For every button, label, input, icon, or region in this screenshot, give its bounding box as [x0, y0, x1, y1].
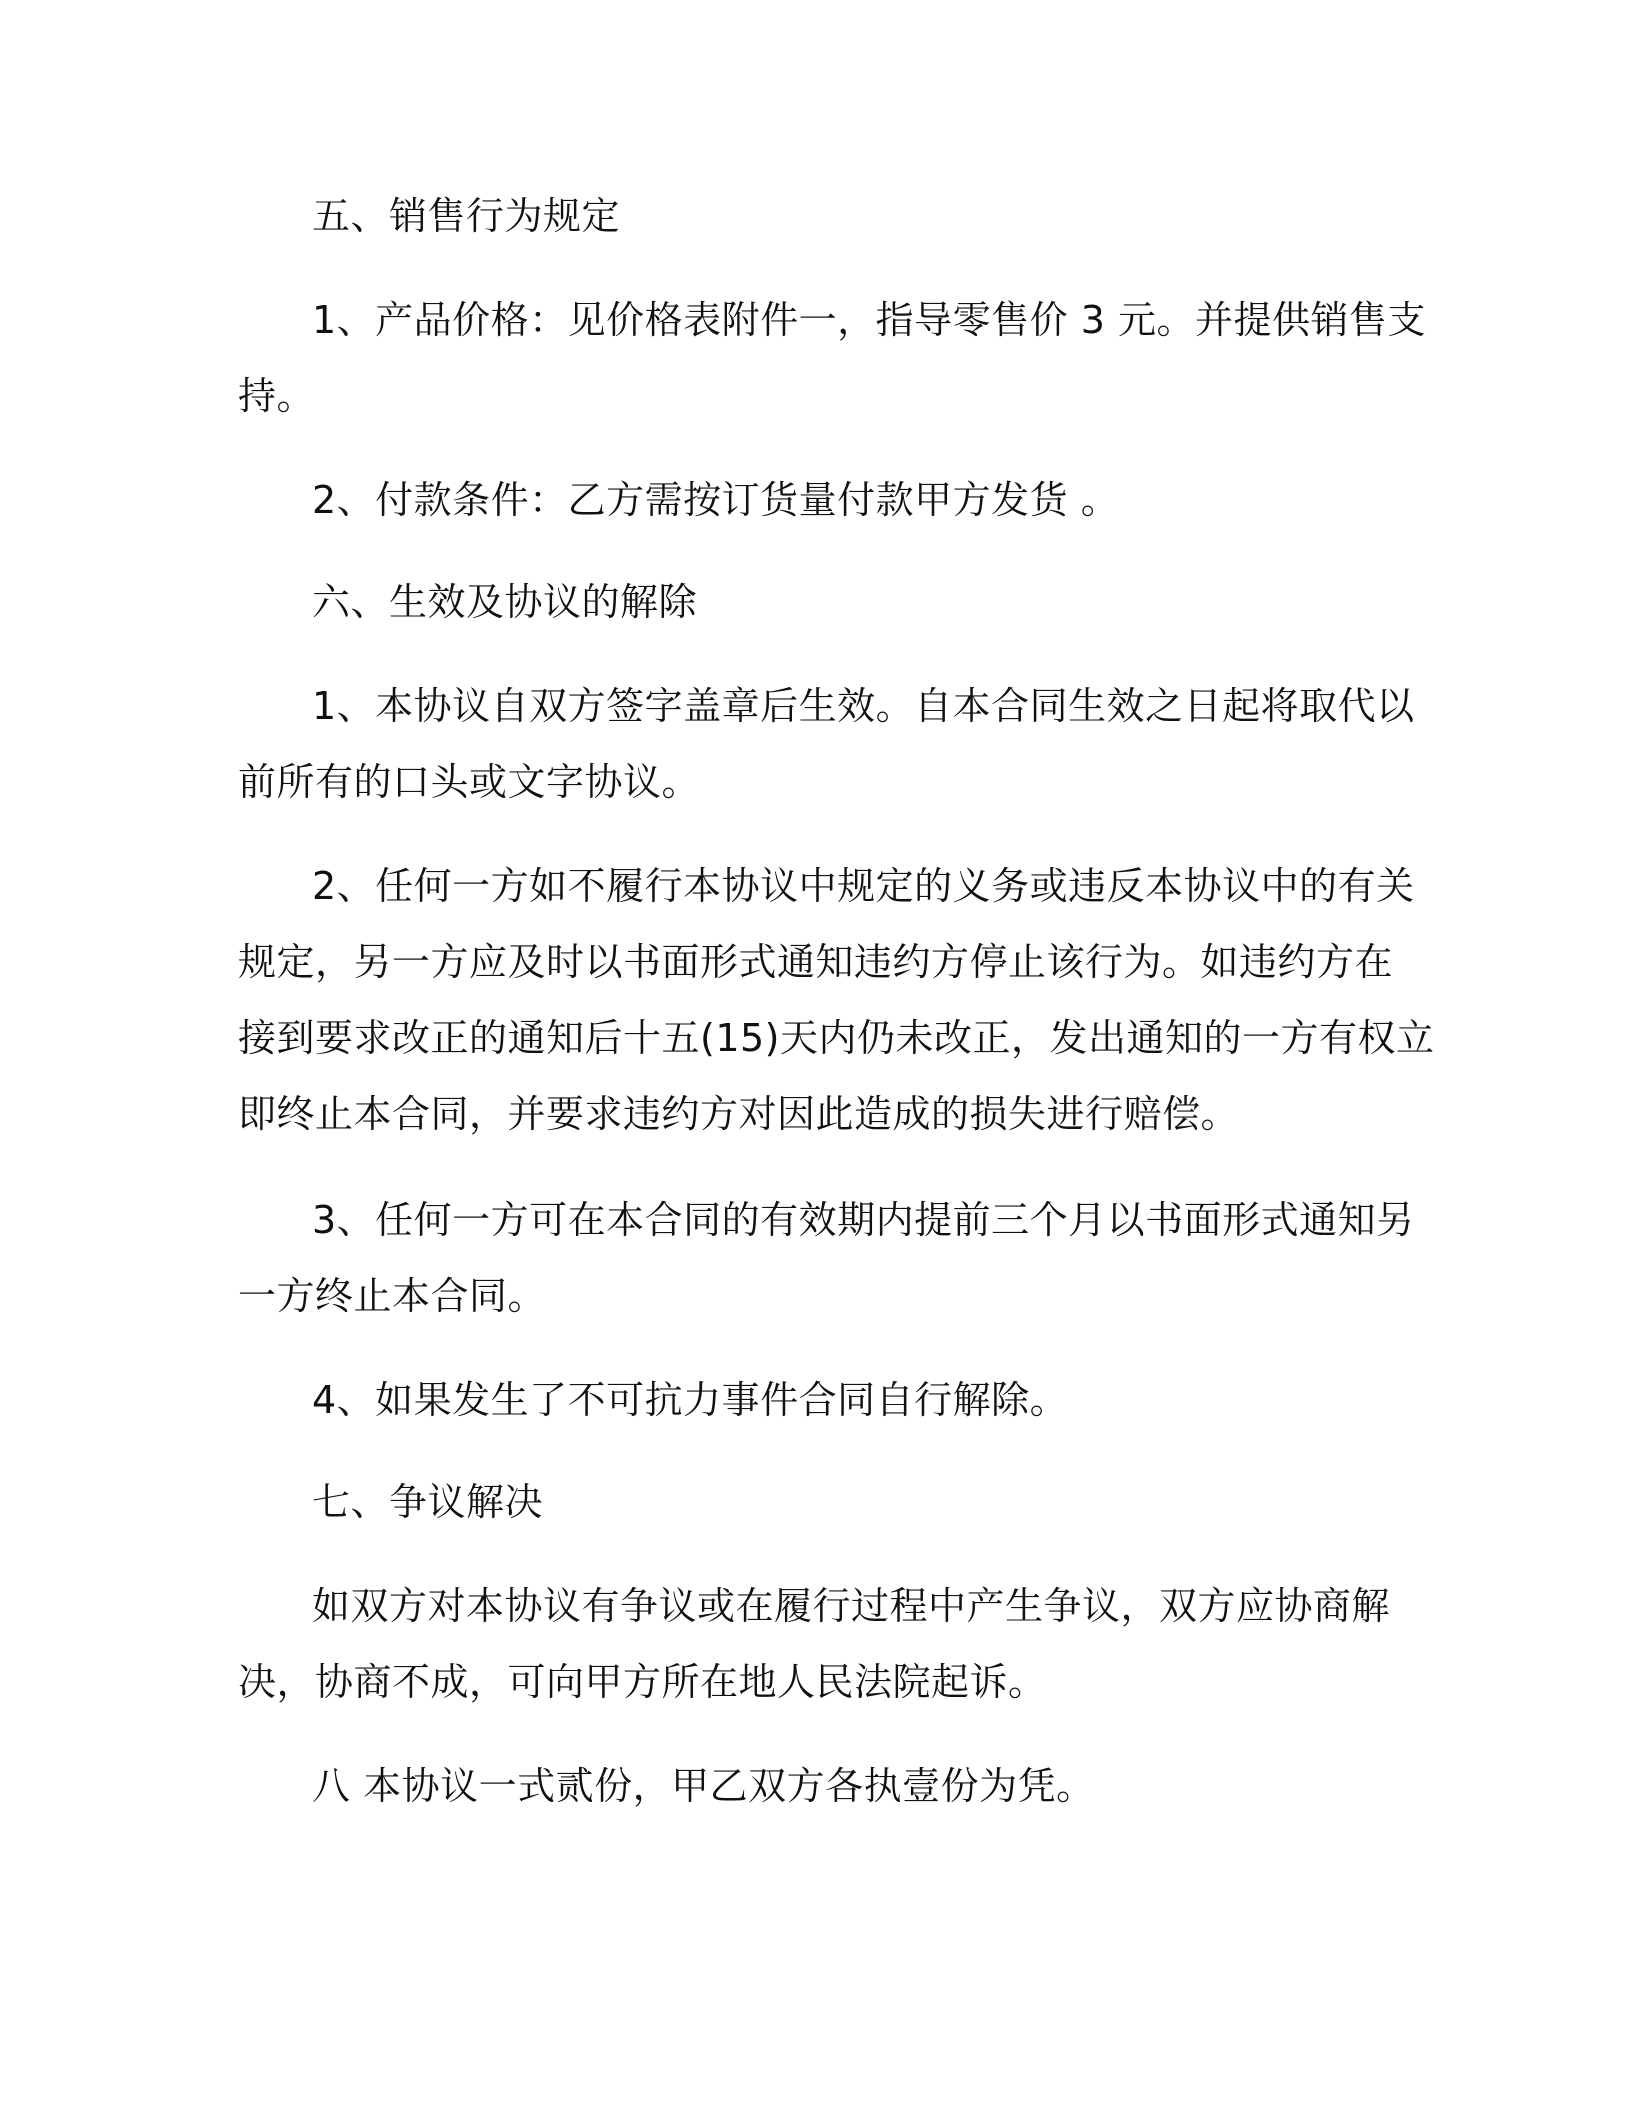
section-6-item-2-line-2: 规定，另一方应及时以书面形式通知违约方停止该行为。如违约方在	[238, 940, 1394, 984]
section-6-item-3-line-2: 一方终止本合同。	[238, 1274, 547, 1318]
section-8-clause: 八 本协议一式贰份，甲乙双方各执壹份为凭。	[312, 1764, 1095, 1808]
section-5-item-1-line-2: 持。	[238, 374, 316, 418]
section-6-item-2-line-3: 接到要求改正的通知后十五(15)天内仍未改正，发出通知的一方有权立	[238, 1016, 1435, 1060]
section-6-item-1-line-1: 1、本协议自双方签字盖章后生效。自本合同生效之日起将取代以	[312, 684, 1415, 728]
section-6-item-2-line-4: 即终止本合同，并要求违约方对因此造成的损失进行赔偿。	[238, 1092, 1240, 1136]
section-7-body-line-1: 如双方对本协议有争议或在履行过程中产生争议，双方应协商解	[312, 1584, 1391, 1628]
section-7-heading: 七、争议解决	[312, 1480, 544, 1524]
section-5-item-1-line-1: 1、产品价格：见价格表附件一，指导零售价 3 元。并提供销售支	[312, 298, 1427, 342]
section-6-item-3-line-1: 3、任何一方可在本合同的有效期内提前三个月以书面形式通知另	[312, 1198, 1415, 1242]
section-6-heading: 六、生效及协议的解除	[312, 580, 698, 624]
section-6-item-4: 4、如果发生了不可抗力事件合同自行解除。	[312, 1378, 1069, 1422]
section-5-heading: 五、销售行为规定	[312, 194, 621, 238]
section-6-item-2-line-1: 2、任何一方如不履行本协议中规定的义务或违反本协议中的有关	[312, 864, 1415, 908]
section-5-item-2: 2、付款条件：乙方需按订货量付款甲方发货 。	[312, 478, 1120, 522]
section-6-item-1-line-2: 前所有的口头或文字协议。	[238, 760, 701, 804]
section-7-body-line-2: 决，协商不成，可向甲方所在地人民法院起诉。	[238, 1660, 1047, 1704]
